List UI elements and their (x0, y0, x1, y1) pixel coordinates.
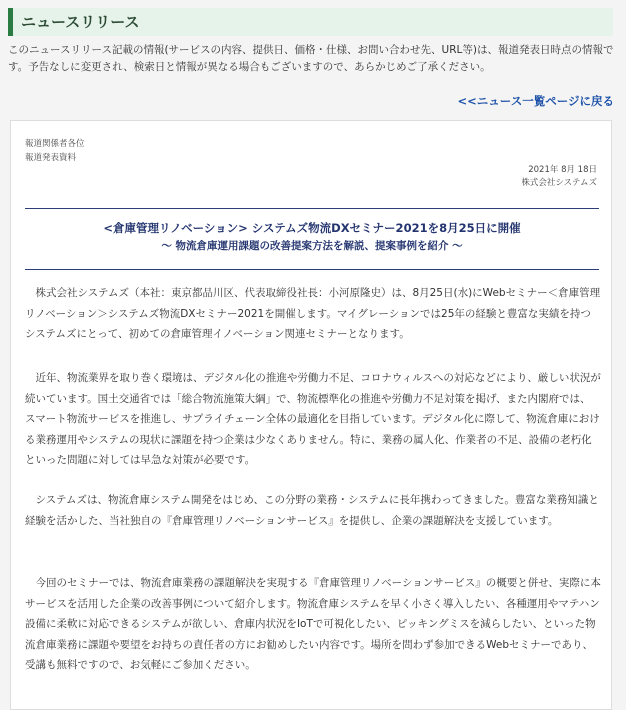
section-title: ニュースリリース (21, 13, 140, 31)
company-name: 株式会社システムズ (521, 178, 597, 188)
body-paragraph-4: 今回のセミナーでは、物流倉庫業務の課題解決を実現する『倉庫管理リノベーションサービス』の概要と併せ、実際に本サービスを活用した企業の改善事例について紹介します。物流倉庫システムを早く小さく導入したい、各種運用やマテハン設備に柔軟に対応できるシステムが欲しい、倉庫内状況をIoTで可視化したい、ピッキングミスを減らしたい、といった物流倉庫業務に課題や要望をお持ちの責任者の方にお勧めしたい内容です。場所を問わず参加できるWebセミナーであり、受講も無料ですので、お気軽にご参加ください。 (25, 577, 601, 671)
body-paragraph-2: 近年、物流業界を取り巻く環境は、デジタル化の推進や労働力不足、コロナウィルスへの対応などにより、厳しい状況が続いています。国土交通省では「総合物流施策大綱」で、物流標準化の推進や労働力不足対策を掲げ、また内閣府では、スマート物流サービスを推進し、サプライチェーン全体の最適化を目指しています。デジタル化に際して、物流倉庫における業務運用やシステムの現状に課題を持つ企業は少なくありません。特に、業務の属人化、作業者の不足、設備の老朽化といった問題に対しては早急な対策が必要です。 (25, 372, 601, 466)
back-to-news-list-link[interactable]: <<ニュース一覧ページに戻る (457, 94, 614, 108)
release-date: 2021年 8月 18日 (528, 165, 597, 175)
press-release-card (10, 120, 612, 710)
divider-bottom (25, 269, 599, 270)
material-type: 報道発表資料 (25, 153, 77, 163)
body-paragraph-3: システムズは、物流倉庫システム開発をはじめ、この分野の業務・システムに長年携わってきました。豊富な業務知識と経験を活かした、当社独自の『倉庫管理リノベーションサービス』を提供し、企業の課題解決を支援しています。 (25, 494, 599, 527)
release-headline: <倉庫管理リノベーション> システムズ物流DXセミナー2021を8月25日に開催 (103, 221, 521, 235)
addressee: 報道関係者各位 (25, 139, 85, 149)
section-header (8, 8, 613, 36)
addressee-block (25, 137, 85, 165)
date-company-block (521, 164, 597, 190)
body-paragraph-1: 株式会社システムズ（本社：東京都品川区、代表取締役社長：小河原隆史）は、8月25日(水)にWebセミナー＜倉庫管理リノベーション＞システムズ物流DXセミナー2021を開催します。マイグレーションでは25年の経験と豊富な実績を持つシステムズにとって、初めての倉庫管理イノベーション関連セミナーとなります。 (25, 287, 601, 340)
release-subheadline: ～ 物流倉庫運用課題の改善提案方法を解説、提案事例を紹介 ～ (161, 240, 463, 252)
divider-top (25, 208, 599, 209)
disclaimer-text: このニュースリリース記載の情報(サービスの内容、提供日、価格・仕様、お問い合わせ先、URL等)は、報道発表日時点の情報です。予告なしに変更され、検索日と情報が異なる場合もございますので、あらかじめご了承ください。 (8, 44, 614, 73)
